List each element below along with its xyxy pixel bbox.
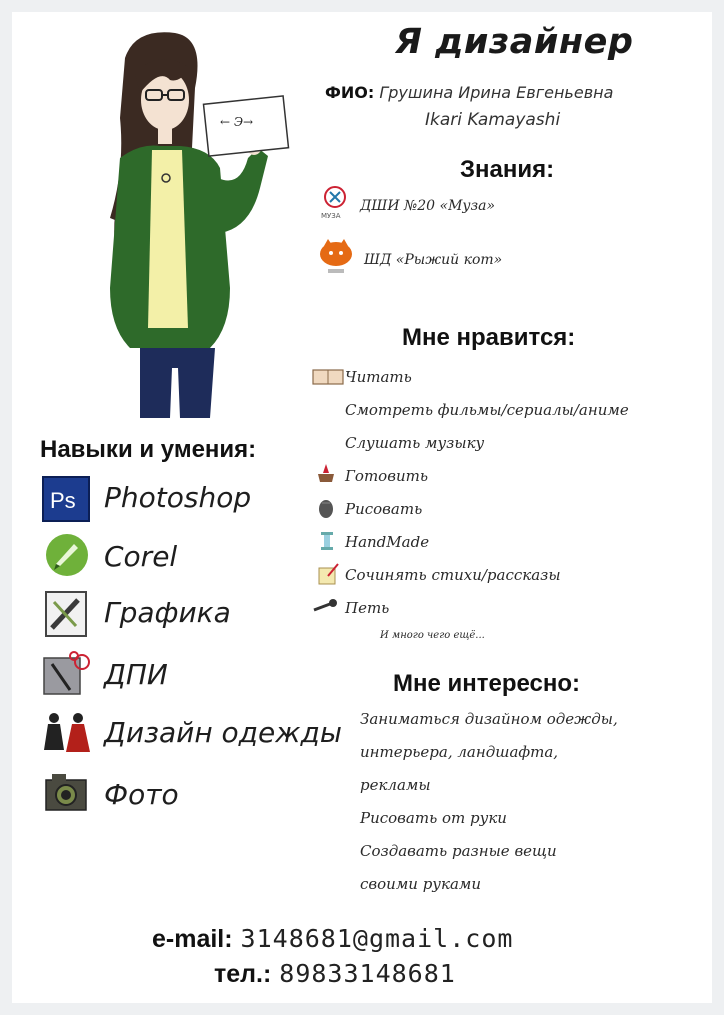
svg-text:Ps: Ps (50, 488, 76, 513)
skill-item-4: ДПИ (104, 658, 168, 691)
skills-heading: Навыки и умения: (40, 436, 257, 463)
fio-value: Грушина Ирина Евгеньевна (379, 83, 614, 102)
book-icon (312, 368, 344, 386)
like-item-3: Слушать музыку (345, 434, 485, 452)
skill-item-6: Фото (104, 778, 179, 811)
phone-value[interactable]: 89833148681 (279, 959, 456, 988)
graphics-icon (44, 590, 88, 638)
interest-line-3: рекламы (360, 776, 431, 794)
cooking-icon (314, 462, 338, 484)
handmade-icon (318, 530, 336, 552)
muza-logo-icon (318, 182, 352, 222)
interests-heading: Мне интересно: (393, 670, 581, 697)
drawing-icon (316, 497, 336, 519)
fio-line (325, 83, 613, 102)
like-item-8: Петь (345, 599, 390, 617)
fio-label: ФИО: (325, 83, 375, 102)
interest-line-6: своими руками (360, 875, 481, 893)
skill-item-2: Corel (104, 540, 178, 573)
email-label: e-mail: (152, 925, 233, 953)
phone-line (214, 959, 456, 989)
page-title: Я дизайнер (395, 22, 634, 62)
interest-line-2: интерьера, ландшафта, (360, 743, 559, 761)
like-item-1: Читать (345, 368, 412, 386)
knowledge-item-1: ДШИ №20 «Муза» (360, 198, 496, 214)
skill-item-3: Графика (104, 596, 231, 629)
like-item-2: Смотреть фильмы/сериалы/аниме (345, 401, 629, 419)
camera-icon (44, 770, 88, 814)
knowledge-item-2: ШД «Рыжий кот» (364, 252, 503, 268)
svg-text:МУЗА: МУЗА (321, 212, 341, 220)
knowledge-heading: Знания: (460, 156, 555, 183)
skill-item-5: Дизайн одежды (104, 716, 342, 749)
svg-text:← Э→: ← Э→ (220, 115, 254, 129)
email-value[interactable]: 3148681@gmail.com (240, 924, 514, 953)
girl-illustration (80, 28, 300, 428)
like-item-6: HandMade (345, 533, 430, 551)
like-item-7: Сочинять стихи/рассказы (345, 566, 561, 584)
red-cat-logo-icon (316, 236, 356, 276)
interest-line-1: Заниматься дизайном одежды, (360, 710, 618, 728)
interest-line-4: Рисовать от руки (360, 809, 507, 827)
writing-icon (316, 562, 340, 586)
skill-item-1: Photoshop (104, 481, 252, 514)
corel-icon (44, 532, 90, 578)
fashion-icon (40, 710, 92, 758)
crafts-icon (42, 650, 92, 696)
interest-line-5: Создавать разные вещи (360, 842, 557, 860)
likes-more: И много чего ещё... (380, 630, 485, 641)
like-item-5: Рисовать (345, 500, 423, 518)
microphone-icon (312, 598, 340, 614)
like-item-4: Готовить (345, 467, 428, 485)
photoshop-icon (42, 476, 90, 522)
fio-alias: Ikari Kamayashi (425, 110, 561, 130)
phone-label: тел.: (214, 960, 272, 988)
likes-heading: Мне нравится: (402, 324, 576, 351)
email-line (152, 924, 513, 954)
